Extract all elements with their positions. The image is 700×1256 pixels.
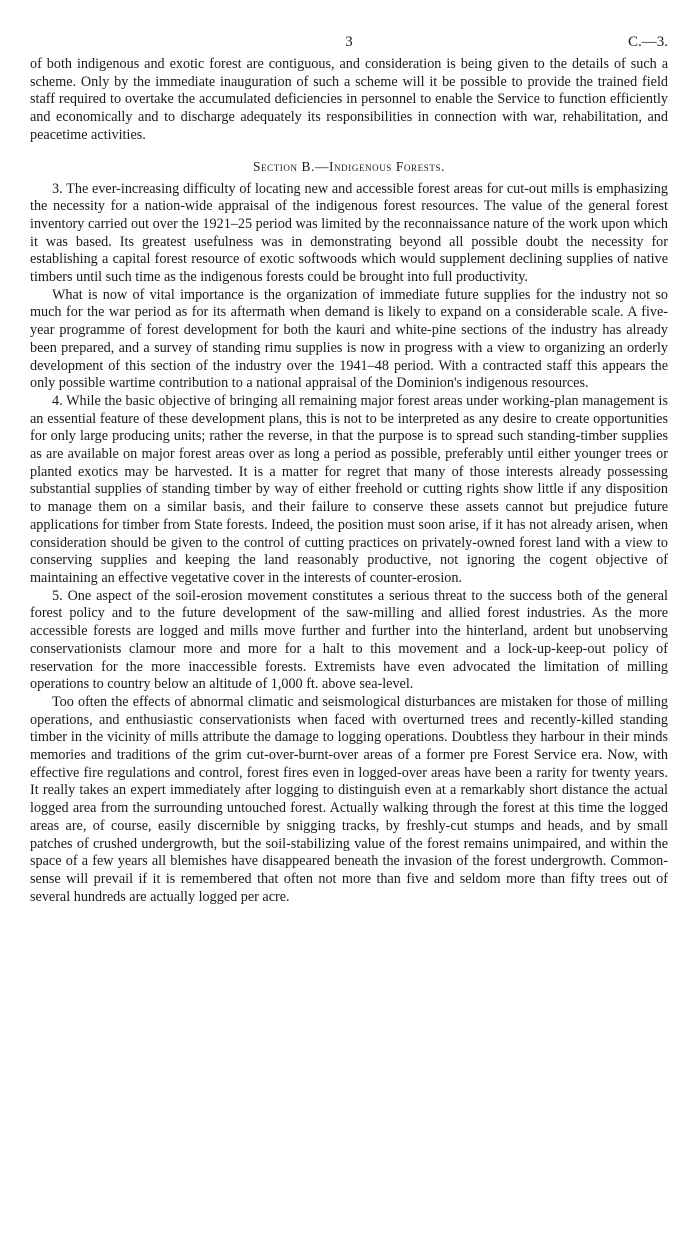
section-heading: Section B.—Indigenous Forests.: [252, 158, 446, 174]
paragraph-3: 3. The ever-increasing difficulty of locating new and accessible forest areas for cut-out mills is emphasizing the necessity for a nation-wide appraisal of the indigenous forest resources. The value of the general forest inventory carried out over the 1921–25 period was limited by the reconnaissance nature of the work upon which it was based. Its greatest usefulness was in demonstrating beyond all possible doubt the necessity for establishing a capital forest resource of exotic softwoods which would supplement declining supplies of native timbers until such time as the indigenous forests could be brought into full productivity.: [30, 180, 668, 286]
document-reference: C.—3.: [627, 34, 668, 50]
paragraph-4: 4. While the basic objective of bringing all remaining major forest areas under working-plan management is an essential feature of these development plans, this is not to be interpreted as any desire to create opportunities for only large producing units; rather the reverse, in that the purpose is to spread such standing-timber supplies as are available on major forest areas over as long a period as possible, preferably until either younger trees or planted exotics may be harvested. It is a matter for regret that many of those interests already possessing substantial supplies of standing timber by way of either freehold or cutting rights show little if any disposition to manage them on a similar basis, and their failure to conserve these assets cannot but prejudice future applications for timber from State forests. Indeed, the position must soon arise, if it has not already arisen, when consideration should be given to the control of cutting practices on privately-owned forest land with a view to conserving supplies and keeping the land reasonably productive, not ignoring the cogent objective of maintaining an effective vegetative cover in the interests of counter-erosion.: [30, 392, 668, 586]
paragraph-5-continued: Too often the effects of abnormal climatic and seismological disturbances are mistaken for those of milling operations, and enthusiastic conservationists when faced with overturned trees and recently-killed standing timber in the vicinity of mills attribute the damage to logging operations. Doubtless they harbour in their minds memories and traditions of the grim cut-over-burnt-over areas of a former pre Forest Service era. Now, with effective fire regulations and control, forest fires even in logged-over areas have been a rarity for twenty years. It really takes an expert immediately after logging to distinguish even at a remarkably short distance the actual logged area from the surrounding untouched forest. Actually walking through the forest at this time the logged areas are, of course, easily discernible by snigging tracks, by freshly-cut stumps and heads, and by small patches of crushed undergrowth, but the soil-stabilizing value of the forest remains unimpaired, and within the space of a few years all blemishes have disappeared beneath the invasion of the forest undergrowth. Common-sense will prevail if it is remembered that often not more than five and seldom more than fifty trees out of several hundreds are actually logged per acre.: [30, 693, 668, 905]
paragraph-continued: of both indigenous and exotic forest are contiguous, and consideration is being given to the details of such a scheme. Only by the immediate inauguration of such a scheme will it be possible to provide the trained field staff required to overtake the accumulated deficiencies in personnel to enable the Service to function efficiently and economically and to discharge adequately its responsibilities in connection with war, rehabilitation, and peacetime activities.: [30, 56, 668, 143]
document-page: [30, 34, 668, 906]
paragraph-5: 5. One aspect of the soil-erosion movement constitutes a serious threat to the success both of the general forest policy and to the future development of the saw-milling and allied forest industries. As the more accessible forests are logged and mills move further and further into the hinterland, ardent but unobserving conservationists clamour more and more for a halt to this movement and a lock-up-keep-out policy of reservation for the more inaccessible forests. Extremists have even advocated the limitation of milling operations to country below an altitude of 1,000 ft. above sea-level.: [30, 587, 668, 693]
page-number: 3: [345, 34, 353, 50]
page-header: [30, 34, 668, 56]
paragraph-3-continued: What is now of vital importance is the organization of immediate future supplies for the industry not so much for the war period as for its aftermath when demand is likely to expand on a considerable scale. A five-year programme of forest development for both the kauri and white-pine sections of the industry has already been prepared, and a survey of standing rimu supplies is now in progress with a view to organizing an orderly development of this section of the industry over the 1941–48 period. With a contracted staff this appears the only possible wartime contribution to a national appraisal of the Dominion's indigenous resources.: [30, 286, 668, 392]
